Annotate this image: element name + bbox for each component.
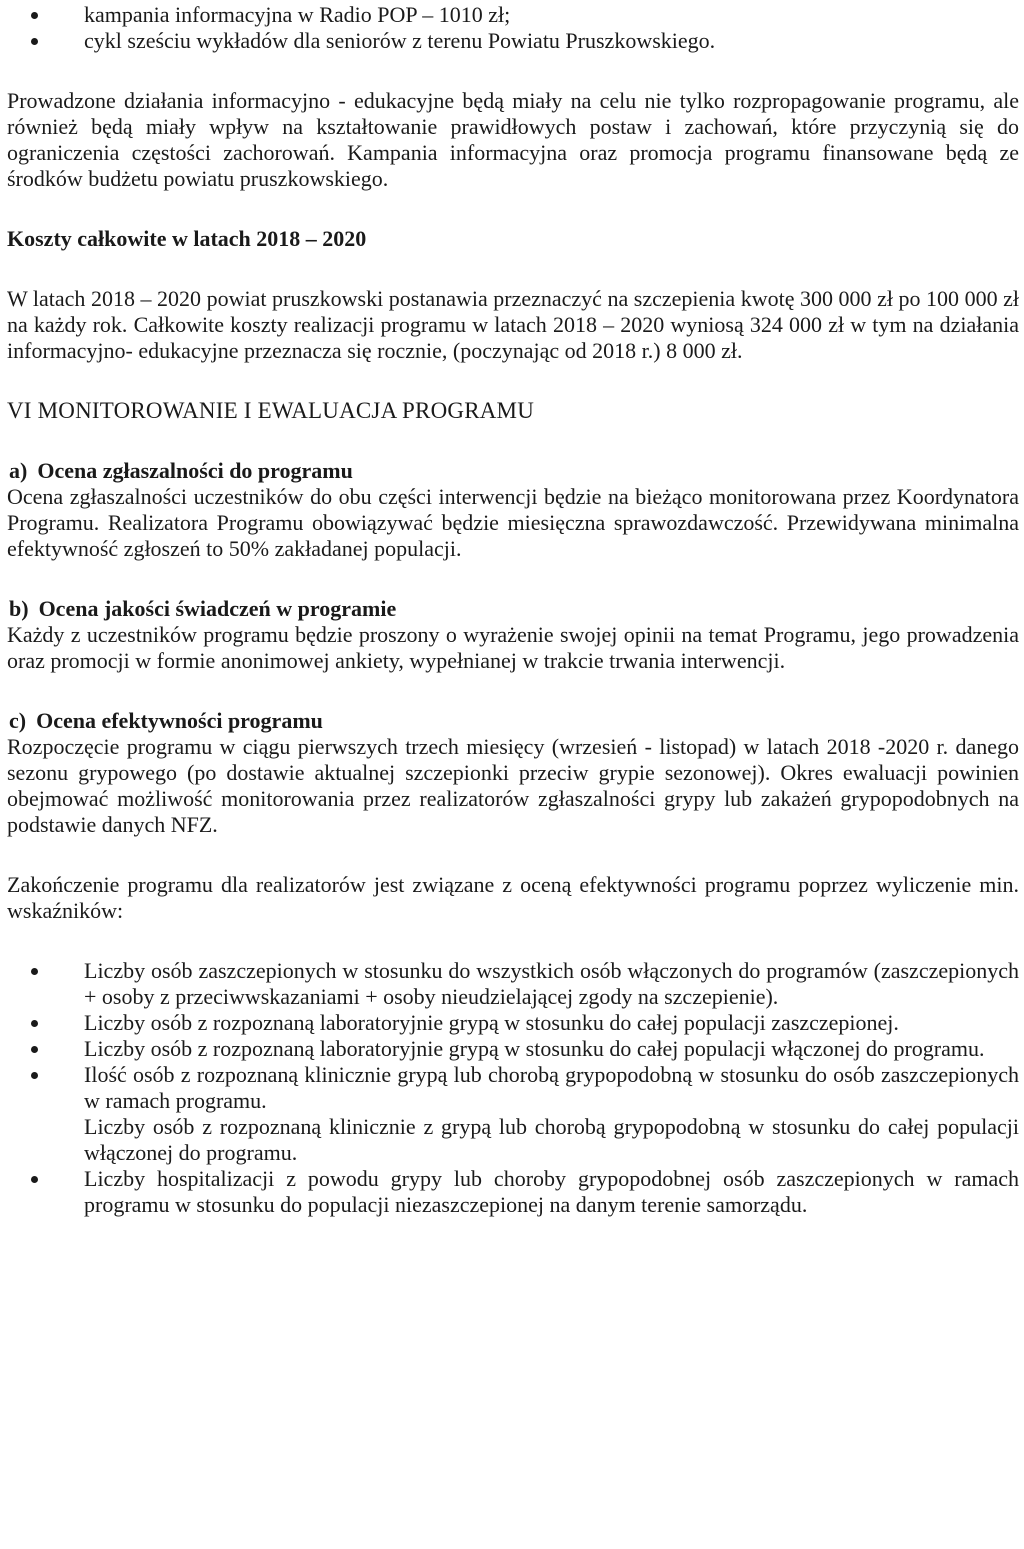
subsection-heading-a bbox=[7, 458, 1019, 484]
list-item bbox=[7, 1010, 1019, 1036]
list-item-text: Ilość osób z rozpoznaną klinicznie grypą lub chorobą grypopodobną w stosunku do osób zaszczepionych w ramach programu. bbox=[84, 1062, 1019, 1113]
section-title: VI MONITOROWANIE I EWALUACJA PROGRAMU bbox=[7, 398, 535, 423]
subsection-text-a: Ocena zgłaszalności uczestników do obu części interwencji będzie na bieżąco monitorowana przez Koordynatora Programu. Realizatora Programu obowiązywać będzie miesięczna sprawozdawczość. Przewidywana minimalna efektywność zgłoszeń to 50% zakładanej populacji. bbox=[7, 484, 1019, 561]
subsection-text-b: Każdy z uczestników programu będzie proszony o wyrażenie swojej opinii na temat Programu, jego prowadzenia oraz promocji w formie anonimowej ankiety, wypełnianej w trakcie trwania interwencji. bbox=[7, 622, 1019, 673]
info-paragraph: Prowadzone działania informacyjno - edukacyjne będą miały na celu nie tylko rozpropagowanie programu, ale również będą miały wpływ na kształtowanie prawidłowych postaw i zachowań, które przyczynią się do ograniczenia częstości zachorowań. Kampania informacyjna oraz promocja programu finansowane będą ze środków budżetu powiatu pruszkowskiego. bbox=[7, 88, 1019, 191]
subsection-title: Ocena zgłaszalności do programu bbox=[37, 458, 353, 483]
subsection-text-c: Rozpoczęcie programu w ciągu pierwszych trzech miesięcy (wrzesień - listopad) w latach 2018 -2020 r. danego sezonu grypowego (po dostawie aktualnej szczepionki przeciw grypie sezonowej). Okres ewaluacji powinien obejmować możliwość monitorowania przez realizatorów zgłaszalności grypy lub zakażeń grypopodobnych na podstawie danych NFZ. bbox=[7, 734, 1019, 837]
bullet-dot-icon bbox=[31, 12, 38, 19]
list-item bbox=[7, 1166, 1019, 1218]
costs-paragraph: W latach 2018 – 2020 powiat pruszkowski postanawia przeznaczyć na szczepienia kwotę 300 000 zł po 100 000 zł na każdy rok. Całkowite koszty realizacji programu w latach 2018 – 2020 wyniosą 324 000 zł w tym na działania informacyjno- edukacyjne przeznacza się rocznie, (poczynając od 2018 r.) 8 000 zł. bbox=[7, 286, 1019, 363]
bullet-dot-icon bbox=[31, 1020, 38, 1027]
list-item-text: Liczby osób z rozpoznaną klinicznie z grypą lub chorobą grypopodobną w stosunku do całej populacji włączonej do programu. bbox=[84, 1114, 1019, 1165]
subsection-label: a) bbox=[9, 458, 28, 483]
bullet-dot-icon bbox=[31, 1072, 38, 1079]
list-item bbox=[7, 1036, 1019, 1062]
list-item-text: Liczby hospitalizacji z powodu grypy lub choroby grypopodobnej osób zaszczepionych w ramach programu w stosunku do populacji niezaszczepionej na danym terenie samorządu. bbox=[84, 1166, 1019, 1217]
indicator-list bbox=[7, 958, 1019, 1218]
list-item bbox=[7, 28, 1019, 54]
bullet-dot-icon bbox=[31, 1046, 38, 1053]
bullet-dot-icon bbox=[31, 38, 38, 45]
list-item-text: cykl sześciu wykładów dla seniorów z terenu Powiatu Pruszkowskiego. bbox=[84, 28, 716, 53]
list-item bbox=[7, 2, 1019, 28]
list-item-text: Liczby osób zaszczepionych w stosunku do wszystkich osób włączonych do programów (zaszczepionych + osoby z przeciwwskazaniami + osoby nieudzielającej zgody na szczepienie). bbox=[84, 958, 1019, 1009]
list-item bbox=[7, 958, 1019, 1010]
subsection-heading-b bbox=[7, 596, 1019, 622]
list-item-text: Liczby osób z rozpoznaną laboratoryjnie grypą w stosunku do całej populacji włączonej do programu. bbox=[84, 1036, 985, 1061]
list-item-text: kampania informacyjna w Radio POP – 1010 zł; bbox=[84, 2, 511, 27]
subsection-label: c) bbox=[9, 708, 27, 733]
subsection-title: Ocena efektywności programu bbox=[36, 708, 323, 733]
list-item-text: Liczby osób z rozpoznaną laboratoryjnie grypą w stosunku do całej populacji zaszczepionej. bbox=[84, 1010, 899, 1035]
list-item bbox=[7, 1114, 1019, 1166]
costs-heading: Koszty całkowite w latach 2018 – 2020 bbox=[7, 226, 367, 251]
intro-bullet-list bbox=[7, 2, 1019, 54]
list-item bbox=[7, 1062, 1019, 1114]
subsection-heading-c bbox=[7, 708, 1019, 734]
closing-paragraph: Zakończenie programu dla realizatorów jest związane z oceną efektywności programu poprzez wyliczenie min. wskaźników: bbox=[7, 872, 1019, 923]
bullet-dot-icon bbox=[31, 1176, 38, 1183]
subsection-title: Ocena jakości świadczeń w programie bbox=[38, 596, 397, 621]
bullet-dot-icon bbox=[31, 968, 38, 975]
subsection-label: b) bbox=[9, 596, 29, 621]
